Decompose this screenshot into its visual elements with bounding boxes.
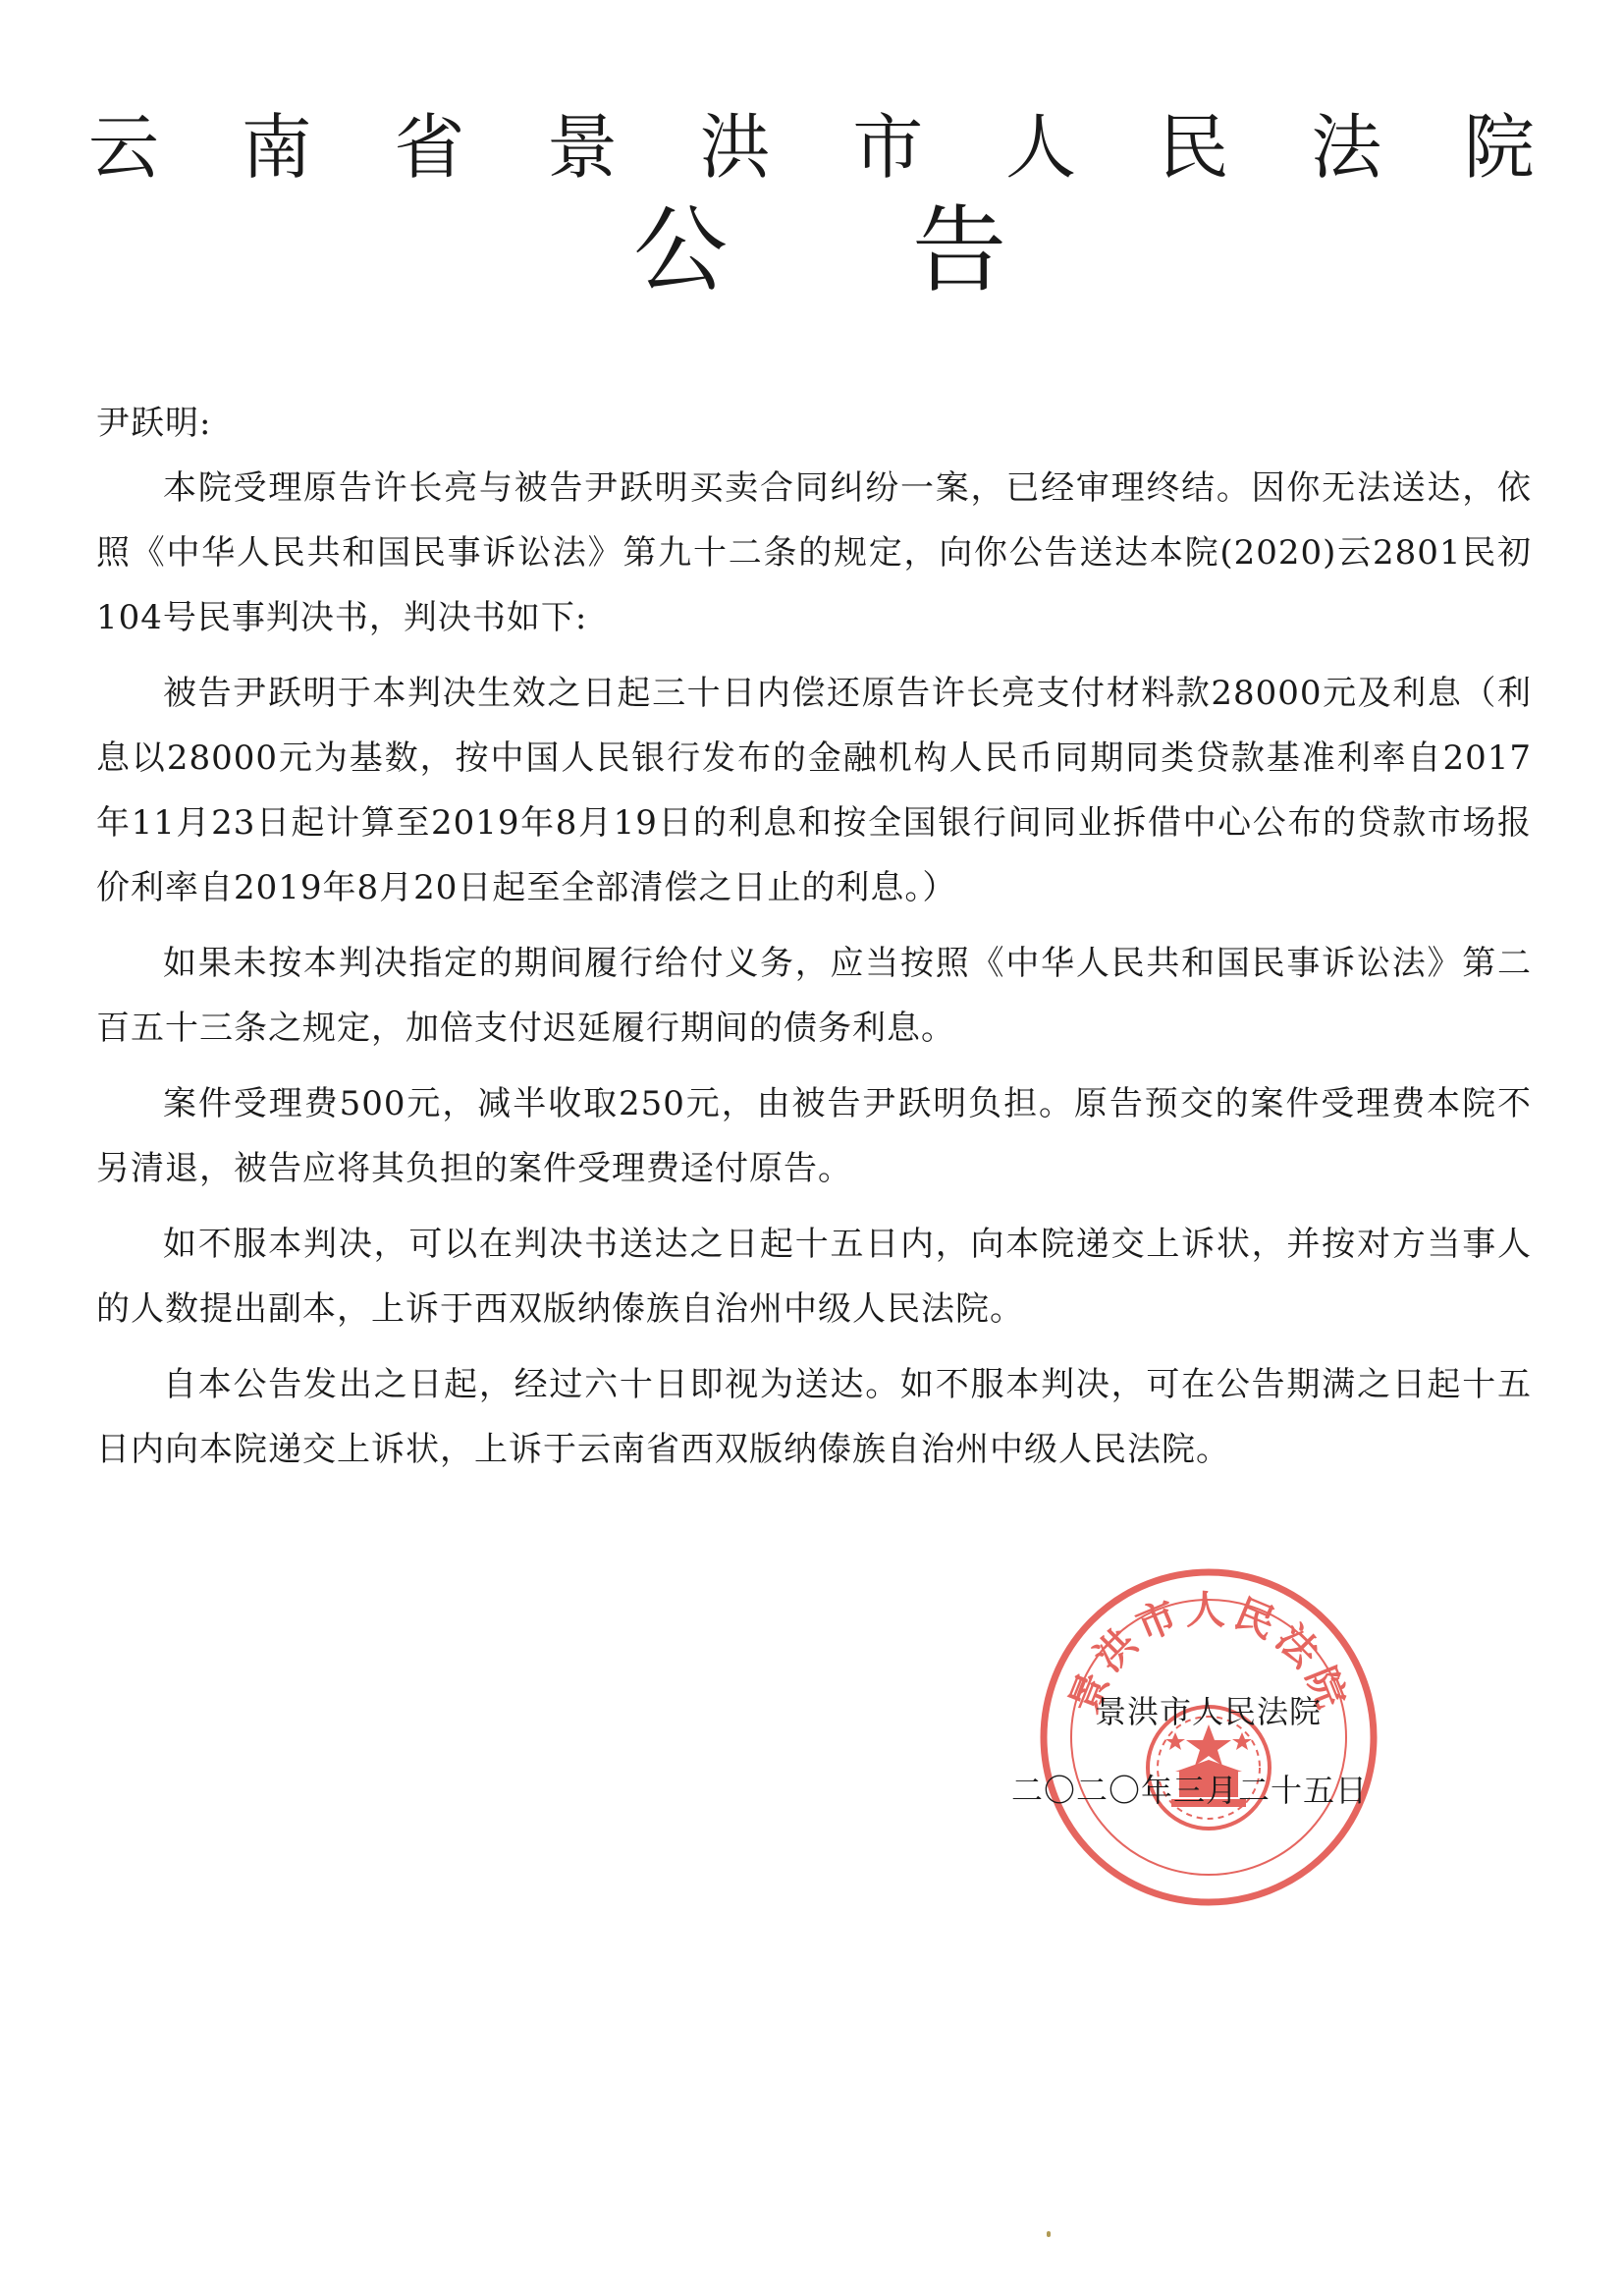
court-name-char: 人 xyxy=(1004,106,1076,189)
court-name-char: 民 xyxy=(1158,106,1229,189)
court-name-char: 洪 xyxy=(699,106,771,189)
seal-arc-text: 景洪市人民法院 xyxy=(1061,1588,1356,1721)
court-name-char: 市 xyxy=(852,106,924,189)
notice-title xyxy=(633,196,1006,304)
court-name-char: 云 xyxy=(88,106,160,189)
addressee: 尹跃明: xyxy=(96,404,212,443)
paragraph-case-intro: 本院受理原告许长亮与被告尹跃明买卖合同纠纷一案，已经审理终结。因你无法送达，依照《中华人民共和国民事诉讼法》第九十二条的规定，向你公告送达本院(2020)云2801民初104号民事判决书，判决书如下: xyxy=(96,468,1532,637)
court-name-char: 院 xyxy=(1463,106,1535,189)
scan-speck xyxy=(1047,2231,1051,2237)
notice-title-char: 告 xyxy=(912,195,1006,305)
paragraph-case-fee: 案件受理费500元，减半收取250元，由被告尹跃明负担。原告预交的案件受理费本院不另清退，被告应将其负担的案件受理费迳付原告。 xyxy=(96,1084,1532,1188)
court-name-char: 法 xyxy=(1311,106,1382,189)
court-name-char: 景 xyxy=(546,106,618,189)
court-name-heading xyxy=(88,98,1535,196)
court-seal-stamp xyxy=(1038,1566,1380,1908)
paragraph-late-performance: 如果未按本判决指定的期间履行给付义务，应当按照《中华人民共和国民事诉讼法》第二百五十三条之规定，加倍支付迟延履行期间的债务利息。 xyxy=(96,944,1532,1048)
paragraph-judgment: 被告尹跃明于本判决生效之日起三十日内偿还原告许长亮支付材料款28000元及利息（利息以28000元为基数，按中国人民银行发布的金融机构人民币同期同类贷款基准利率自2017年11月23日起计算至2019年8月19日的利息和按全国银行间同业拆借中心公布的贷款市场报价利率自2019年8月20日起至全部清偿之日止的利息。） xyxy=(96,674,1532,907)
court-name-char: 南 xyxy=(241,106,312,189)
paragraph-service-period: 自本公告发出之日起，经过六十日即视为送达。如不服本判决，可在公告期满之日起十五日内向本院递交上诉状，上诉于云南省西双版纳傣族自治州中级人民法院。 xyxy=(96,1365,1532,1469)
paragraph-appeal: 如不服本判决，可以在判决书送达之日起十五日内，向本院递交上诉状，并按对方当事人的人数提出副本，上诉于西双版纳傣族自治州中级人民法院。 xyxy=(96,1225,1532,1329)
notice-body xyxy=(96,391,1532,1493)
signature-court-name: 景洪市人民法院 xyxy=(1095,1693,1323,1730)
signature-date: 二〇二〇年三月二十五日 xyxy=(1011,1772,1369,1809)
court-name-char: 省 xyxy=(394,106,465,189)
notice-title-char: 公 xyxy=(633,195,728,305)
